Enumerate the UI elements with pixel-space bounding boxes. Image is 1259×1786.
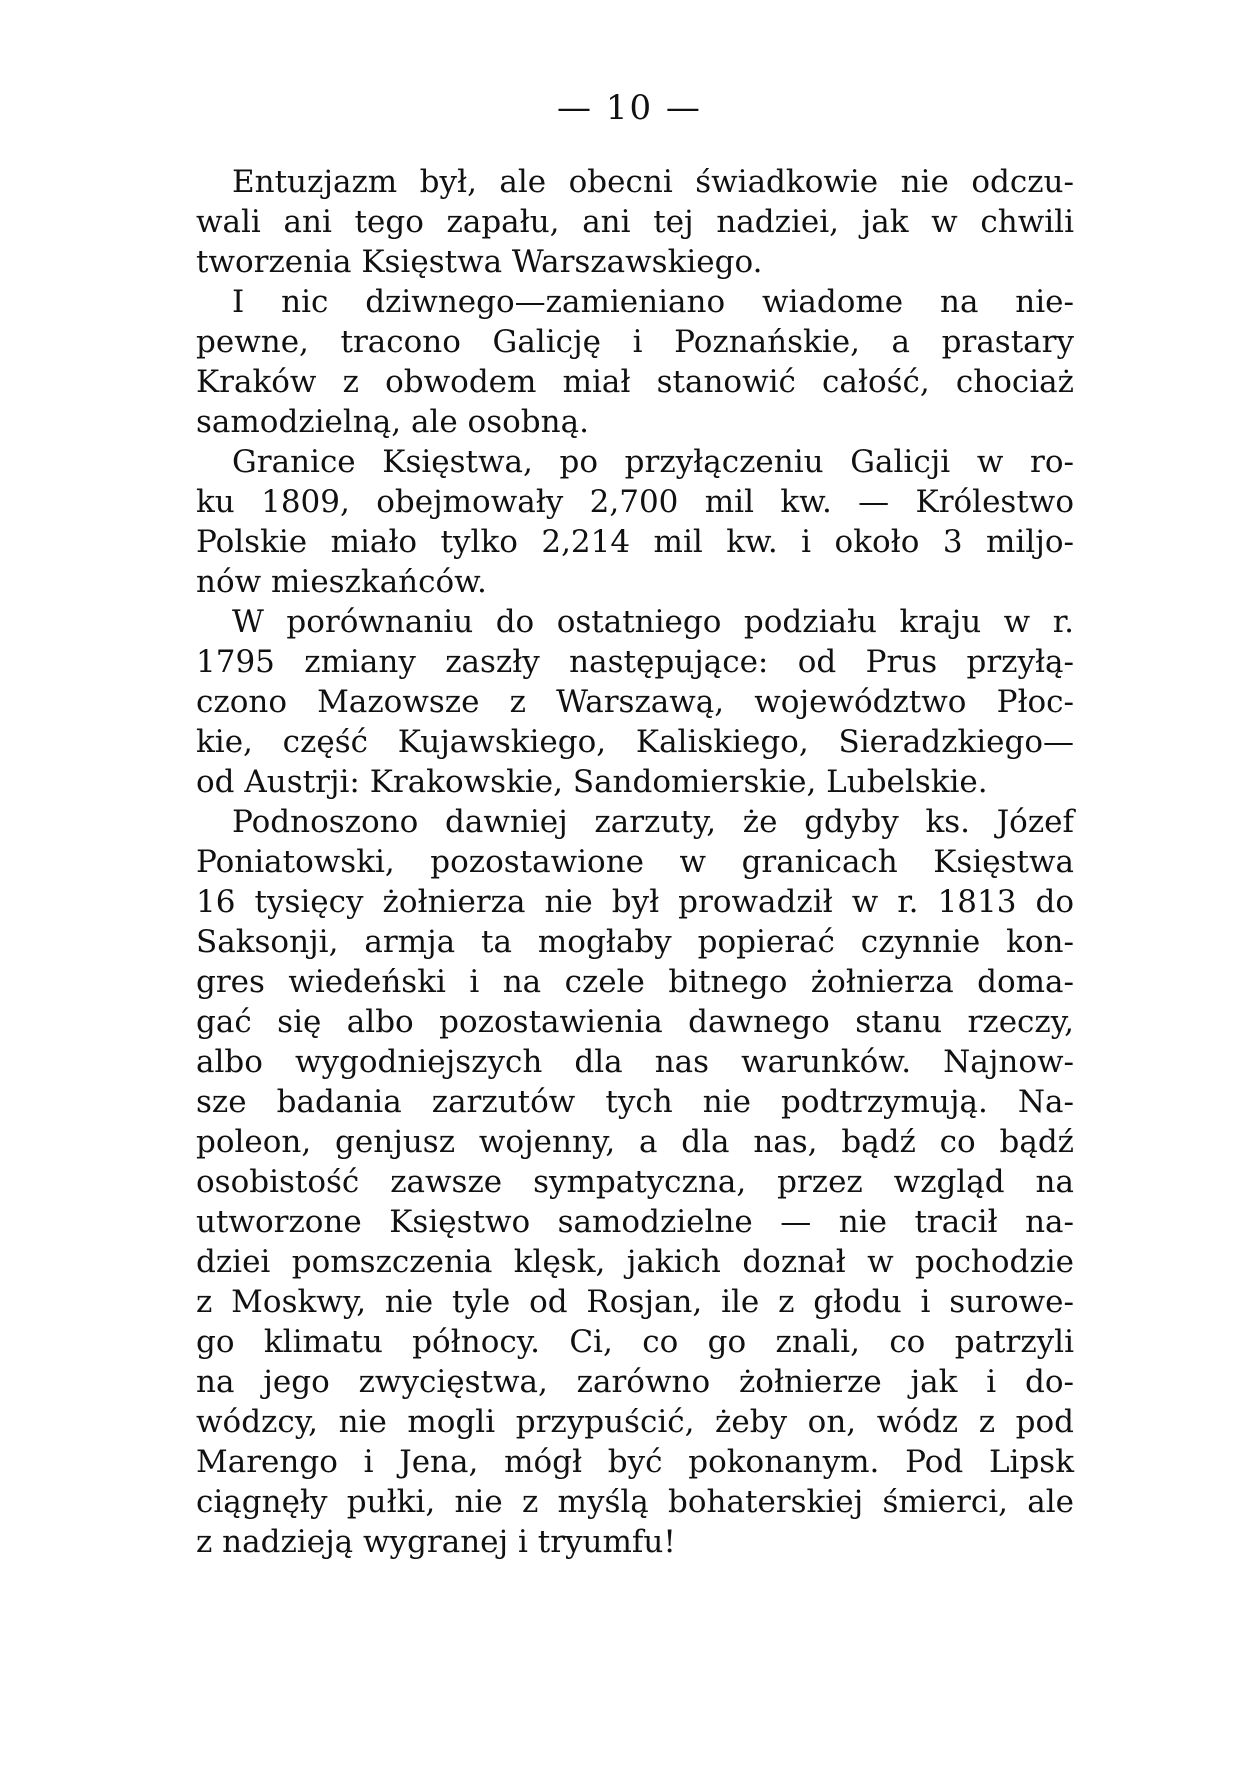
text-line: gres wiedeński i na czele bitnego żołnierza doma- bbox=[196, 964, 1074, 1000]
text-line: osobistość zawsze sympatyczna, przez wzgląd na bbox=[196, 1164, 1074, 1200]
text-line: nów mieszkańców. bbox=[196, 564, 487, 600]
text-line: go klimatu północy. Ci, co go znali, co patrzyli bbox=[196, 1324, 1074, 1360]
text-line: Marengo i Jena, mógł być pokonanym. Pod Lipsk bbox=[196, 1444, 1074, 1480]
text-line: kie, część Kujawskiego, Kaliskiego, Sieradzkiego— bbox=[196, 724, 1074, 760]
text-line: W porównaniu do ostatniego podziału kraju w r. bbox=[232, 604, 1074, 640]
text-line: I nic dziwnego—zamieniano wiadome na nie- bbox=[232, 284, 1074, 320]
text-line: ku 1809, obejmowały 2,700 mil kw. — Królestwo bbox=[196, 484, 1074, 520]
text-line: wali ani tego zapału, ani tej nadziei, jak w chwili bbox=[196, 204, 1074, 240]
text-line: gać się albo pozostawienia dawnego stanu rzeczy, bbox=[196, 1004, 1074, 1040]
text-line: od Austrji: Krakowskie, Sandomierskie, Lubelskie. bbox=[196, 764, 988, 800]
text-line: 1795 zmiany zaszły następujące: od Prus przyłą- bbox=[196, 644, 1074, 680]
text-line: 16 tysięcy żołnierza nie był prowadził w r. 1813 do bbox=[196, 884, 1074, 920]
text-line: z Moskwy, nie tyle od Rosjan, ile z głodu i surowe- bbox=[196, 1284, 1074, 1320]
paragraph bbox=[196, 282, 1074, 442]
text-line: dziei pomszczenia klęsk, jakich doznał w pochodzie bbox=[196, 1244, 1074, 1280]
text-line: wódzcy, nie mogli przypuścić, żeby on, wódz z pod bbox=[196, 1404, 1074, 1440]
text-line: samodzielną, ale osobną. bbox=[196, 404, 589, 440]
paragraph bbox=[196, 442, 1074, 602]
text-line: Poniatowski, pozostawione w granicach Księstwa bbox=[196, 844, 1074, 880]
text-line: pewne, tracono Galicję i Poznańskie, a prastary bbox=[196, 324, 1074, 360]
text-line: Kraków z obwodem miał stanowić całość, chociaż bbox=[196, 364, 1074, 400]
page-number: — 10 — bbox=[557, 88, 702, 128]
paragraph bbox=[196, 602, 1074, 802]
text-line: poleon, genjusz wojenny, a dla nas, bądź co bądź bbox=[196, 1124, 1074, 1160]
text-line: sze badania zarzutów tych nie podtrzymują. Na- bbox=[196, 1084, 1074, 1120]
text-line: Granice Księstwa, po przyłączeniu Galicji w ro- bbox=[232, 444, 1074, 480]
text-line: czono Mazowsze z Warszawą, województwo Płoc- bbox=[196, 684, 1074, 720]
text-line: Podnoszono dawniej zarzuty, że gdyby ks. Józef bbox=[232, 804, 1074, 840]
text-line: na jego zwycięstwa, zarówno żołnierze jak i do- bbox=[196, 1364, 1074, 1400]
text-line: tworzenia Księstwa Warszawskiego. bbox=[196, 244, 763, 280]
text-line: Entuzjazm był, ale obecni świadkowie nie odczu- bbox=[232, 164, 1074, 200]
text-line: Saksonji, armja ta mogłaby popierać czynnie kon- bbox=[196, 924, 1074, 960]
body-text bbox=[196, 162, 1074, 1562]
paragraph bbox=[196, 162, 1074, 282]
text-line: utworzone Księstwo samodzielne — nie tracił na- bbox=[196, 1204, 1074, 1240]
text-line: ciągnęły pułki, nie z myślą bohaterskiej śmierci, ale bbox=[196, 1484, 1074, 1520]
text-line: albo wygodniejszych dla nas warunków. Najnow- bbox=[196, 1044, 1074, 1080]
text-line: Polskie miało tylko 2,214 mil kw. i około 3 miljo- bbox=[196, 524, 1074, 560]
paragraph bbox=[196, 802, 1074, 1562]
text-line: z nadzieją wygranej i tryumfu! bbox=[196, 1524, 676, 1560]
